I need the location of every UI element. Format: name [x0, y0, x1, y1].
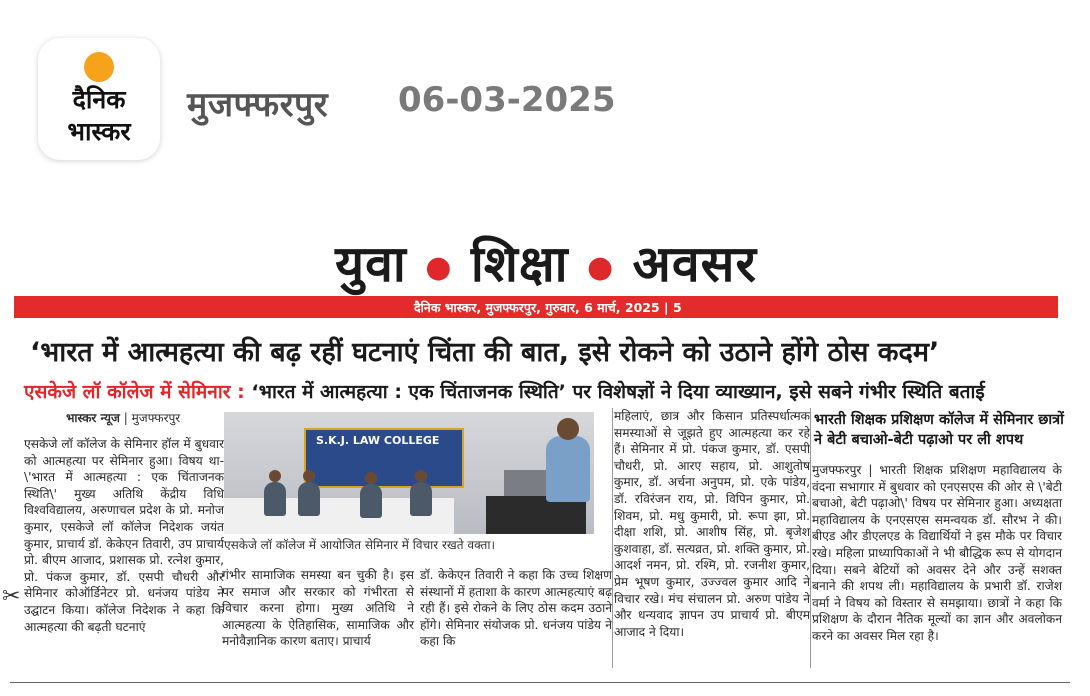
section-title	[10, 228, 1082, 296]
article-headline: ‘भारत में आत्महत्या की बढ़ रहीं घटनाएं चिंता की बात, इसे रोकने को उठाने होंगे ठोस कदम’	[30, 337, 940, 368]
laptop-icon	[504, 470, 552, 498]
bullet-dot-icon: ●	[425, 250, 453, 285]
sun-icon	[84, 52, 114, 82]
article-column-4: महिलाएं, छात्र और किसान प्रतिस्पर्धात्मक समस्याओं से जूझते हुए आत्महत्या कर रहे हैं। सेमिनार में प्रो. पंकज कुमार, डॉ. एसपी चौधरी, प्रो. आरए सहाय, प्रो. आशुतोष कुमार, डॉ. अर्चना अनुपम, प्रो. एके पांडेय, डॉ. रविरंजन राय, प्रो. विपिन कुमार, प्रो. शिवम, प्रो. मधु कुमारी, प्रो. रूपा झा, प्रो. दीक्षा शशि, प्रो. आशीष सिंह, प्रो. बृजेश कुशवाहा, डॉ. सत्यव्रत, प्रो. शक्ति कुमार, प्रो. आदर्श नमन, प्रो. रश्मि, प्रो. रजनीश कुमार, प्रेम भूषण कुमार, उज्ज्वल कुमार आदि ने विचार रखे। मंच संचालन प्रो. अरुण पांडेय ने और धन्यवाद ज्ञापन उप प्राचार्य प्रो. बीएम आजाद ने दिया।	[614, 409, 810, 639]
photo-caption: एसकेजे लॉ कॉलेज में आयोजित सेमिनार में विचार रखते वक्ता।	[224, 538, 495, 552]
masthead-text: दैनिक भास्कर, मुजफ्फरपुर, गुरुवार, 6 मार्च, 2025 | 5	[414, 300, 682, 315]
column-divider	[810, 408, 811, 668]
edition-date: 06-03-2025	[398, 80, 616, 120]
bottom-rule	[10, 682, 1070, 683]
section-word-2: शिक्षा	[470, 235, 569, 293]
side-story-body: मुजफ्फरपुर | भारती शिक्षक प्रशिक्षण महाविद्यालय के वंदना सभागार में बुधवार को एनएसएस की ओर से \'बेटी बचाओ, बेटी पढ़ाओ\' विषय पर सेमिनार हुआ। अध्यक्षता महाविद्यालय के एनएसएस समन्वयक डॉ. सौरभ ने की। बीएड और डीएलएड के विद्यार्थियों ने इस मौके पर विचार रखे। महिला प्राध्यापिकाओं ने भी बौद्धिक रूप से योगदान दिया। सबने बेटियों को अवसर देने और उन्हें सशक्त बनाने की शपथ ली। महाविद्यालय के प्रभारी डॉ. राजेश वर्मा ने विषय को विस्तार से समझाया। छात्रों ने कहा कि प्रशिक्षण के दौरान नैतिक मूल्यों का ज्ञान और अवलोकन करने का अवसर मिल रहा है।	[812, 463, 1062, 643]
college-banner-text: S.K.J. LAW COLLEGE	[316, 434, 440, 447]
dainik-bhaskar-logo[interactable]	[38, 38, 160, 160]
speaker-figure	[546, 436, 590, 502]
scissors-icon: ✂	[2, 584, 21, 609]
newspaper-clipping	[2, 212, 1082, 696]
article-column-1: एसकेजे लॉ कॉलेज के सेमिनार हॉल में बुधवार को आत्महत्या पर सेमिनार हुआ। विषय था- \'भारत में आत्महत्या : एक चिंताजनक स्थिति\' मुख्य अतिथि केंद्रीय विधि विश्वविद्यालय, अरुणाचल प्रदेश के प्रो. मनोज कुमार, एसकेजे लॉ कॉलेज निदेशक जयंत कुमार, प्राचार्य डॉ. केकेएन तिवारी, उप प्राचार्य प्रो. बीएम आजाद, प्रशासक प्रो. रत्नेश कुमार, प्रो. पंकज कुमार, डॉ. एसपी चौधरी और सेमिनार कोऑर्डिनेटर प्रो. धनंजय पांडेय ने उद्घाटन किया। कॉलेज निदेशक ने कहा कि आत्महत्या की बढ़ती घटनाएं	[24, 437, 224, 634]
byline	[66, 409, 180, 426]
subhead-kicker: एसकेजे लॉ कॉलेज में सेमिनार :	[24, 381, 245, 403]
logo-text-line2: भास्कर	[67, 117, 131, 146]
article-photo	[224, 412, 594, 534]
subhead-text: ‘भारत में आत्महत्या : एक चिंताजनक स्थिति’ पर विशेषज्ञों ने दिया व्याख्यान, इसे सबने गंभीर स्थिति बताई	[244, 381, 985, 403]
column-divider	[612, 408, 613, 668]
article-column-2: गंभीर सामाजिक समस्या बन चुकी है। इस पर समाज और सरकार को गंभीरता से विचार करना होगा। मुख्य अतिथि ने आत्महत्या के ऐतिहासिक, सामाजिक और मनोवैज्ञानिक कारण बताए। प्राचार्य	[222, 568, 414, 649]
side-story-headline: भारती शिक्षक प्रशिक्षण कॉलेज में सेमिनार छात्रों ने बेटी बचाओ-बेटी पढ़ाओ पर ली शपथ	[814, 412, 1064, 448]
section-word-1: युवा	[335, 235, 407, 293]
article-column-3: डॉ. केकेएन तिवारी ने कहा कि उच्च शिक्षण संस्थानों में हताशा के कारण आत्महत्याएं बढ़ रही हैं। इसे रोकने के लिए ठोस कदम उठाने होंगे। सेमिनार संयोजक प्रो. धनंजय पांडेय ने कहा कि	[420, 568, 612, 649]
edition-city: मुजफ्फरपुर	[187, 85, 329, 125]
article-subhead	[24, 378, 1064, 404]
bullet-dot-icon: ●	[587, 250, 615, 285]
section-word-3: अवसर	[632, 235, 757, 293]
byline-source: भास्कर न्यूज	[66, 411, 120, 425]
byline-city: | मुजफ्फरपुर	[123, 411, 181, 425]
logo-text-line1: दैनिक	[72, 85, 126, 114]
